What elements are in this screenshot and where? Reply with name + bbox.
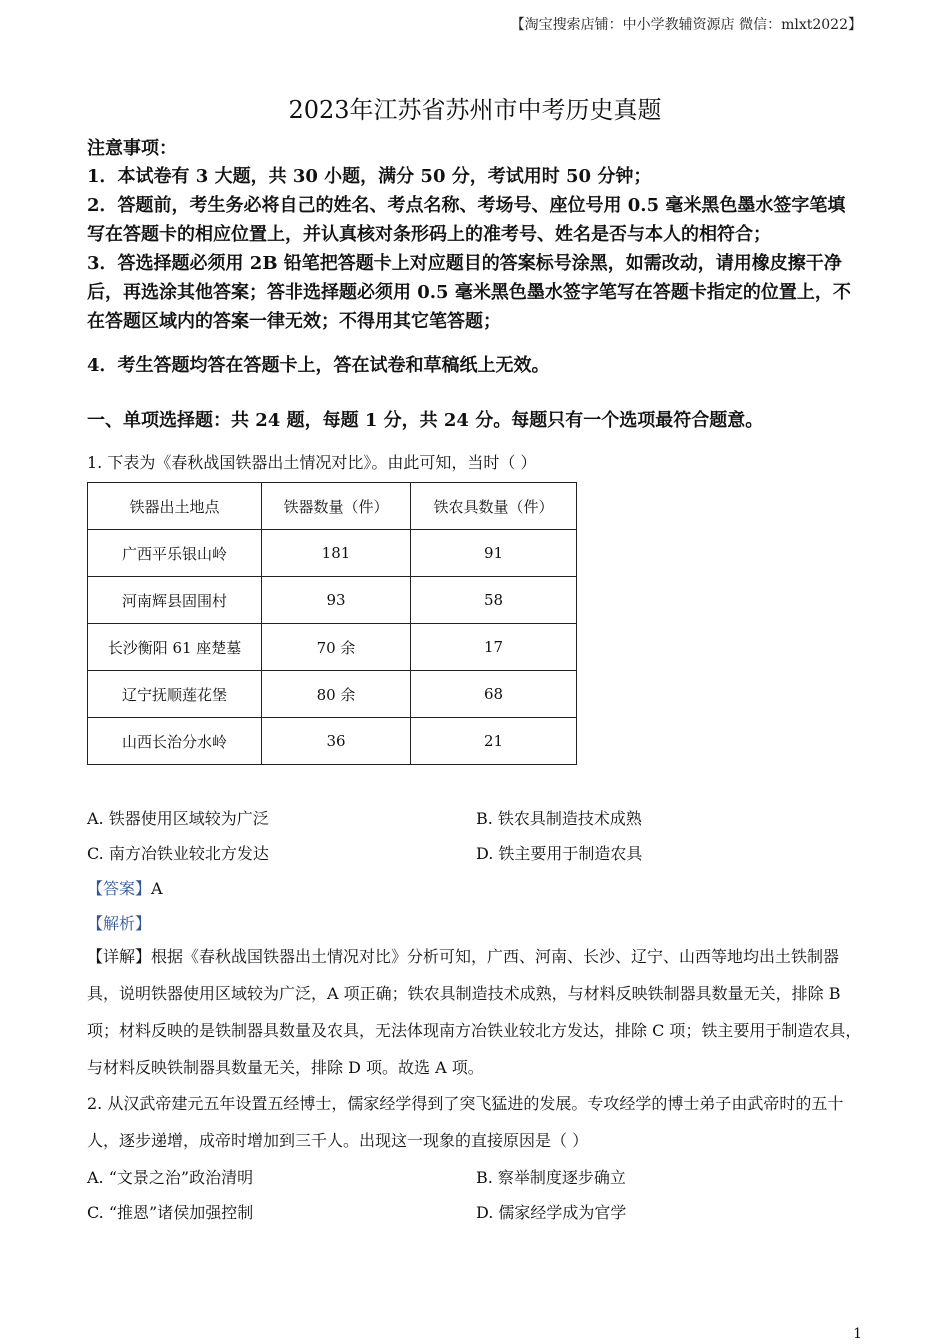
table-cell: 广西平乐银山岭 <box>88 530 262 577</box>
table-cell: 长沙衡阳 61 座楚墓 <box>88 624 262 671</box>
table-cell: 58 <box>411 577 577 624</box>
table-cell: 181 <box>262 530 411 577</box>
table-cell: 93 <box>262 577 411 624</box>
note-item-4: 4．考生答题均答在答题卡上，答在试卷和草稿纸上无效。 <box>87 355 550 376</box>
note-item-1: 1．本试卷有 3 大题，共 30 小题，满分 50 分，考试用时 50 分钟； <box>87 166 652 187</box>
header-note: 【淘宝搜索店铺：中小学教辅资源店 微信：mlxt2022】 <box>510 17 862 33</box>
answer-label: 【答案】 <box>87 879 152 898</box>
table-row <box>88 577 577 624</box>
question-2-stem: 2. 从汉武帝建元五年设置五经博士，儒家经学得到了突飞猛进的发展。专攻经学的博士弟子由武帝时的五十人，逐步递增，成帝时增加到三千人。出现这一现象的直接原因是（ ） <box>87 1094 844 1150</box>
table-cell: 80 余 <box>262 671 411 718</box>
note-item-2: 2．答题前，考生务必将自己的姓名、考点名称、考场号、座位号用 0.5 毫米黑色墨水签字笔填写在答题卡的相应位置上，并认真核对条形码上的准考号、姓名是否与本人的相符合； <box>87 195 846 245</box>
table-header-cell: 铁农具数量（件） <box>411 483 577 530</box>
question-1-stem: 1. 下表为《春秋战国铁器出土情况对比》。由此可知，当时（ ） <box>87 453 537 472</box>
table-row <box>88 530 577 577</box>
table-cell: 70 余 <box>262 624 411 671</box>
table-cell: 辽宁抚顺莲花堡 <box>88 671 262 718</box>
table-cell: 21 <box>411 718 577 765</box>
notes-heading: 注意事项： <box>87 138 177 159</box>
note-item-3: 3．答选择题必须用 2B 铅笔把答题卡上对应题目的答案标号涂黑，如需改动，请用橡皮擦干净后，再选涂其他答案；答非选择题必须用 0.5 毫米黑色墨水签字笔写在答题卡指定的位置上，不在答题区域内的答案一律无效；不得用其它笔答题； <box>87 253 851 332</box>
q1-option-d: D. 铁主要用于制造农具 <box>476 844 643 863</box>
detail-text: 根据《春秋战国铁器出土情况对比》分析可知，广西、河南、长沙、辽宁、山西等地均出土铁制器具，说明铁器使用区域较为广泛，A 项正确；铁农具制造技术成熟，与材料反映铁制器具数量无关，排除 B 项；材料反映的是铁制器具数量及农具，无法体现南方冶铁业较北方发达，排除 C 项；铁主要用于制造农具，与材料反映铁制器具数量无关，排除 D 项。故选 A 项。 <box>87 947 862 1077</box>
table-cell: 36 <box>262 718 411 765</box>
q1-option-c: C. 南方冶铁业较北方发达 <box>87 844 269 863</box>
table-cell: 68 <box>411 671 577 718</box>
table-cell: 山西长治分水岭 <box>88 718 262 765</box>
q2-option-d: D. 儒家经学成为官学 <box>476 1203 627 1222</box>
table-cell: 91 <box>411 530 577 577</box>
q2-option-b: B. 察举制度逐步确立 <box>476 1168 626 1187</box>
q1-detail <box>87 938 863 1086</box>
table-header-row <box>88 483 577 530</box>
table-cell: 17 <box>411 624 577 671</box>
table-cell: 河南辉县固围村 <box>88 577 262 624</box>
q1-option-a: A. 铁器使用区域较为广泛 <box>87 809 269 828</box>
table-row <box>88 624 577 671</box>
section-heading: 一、单项选择题：共 24 题，每题 1 分，共 24 分。每题只有一个选项最符合题意。 <box>87 410 764 431</box>
q2-option-c: C. “推恩”诸侯加强控制 <box>87 1203 254 1222</box>
q1-answer <box>87 876 163 899</box>
answer-value: A <box>151 879 163 898</box>
q1-option-b: B. 铁农具制造技术成熟 <box>476 809 642 828</box>
table-header-cell: 铁器出土地点 <box>88 483 262 530</box>
table-header-cell: 铁器数量（件） <box>262 483 411 530</box>
page-number: 1 <box>853 1326 862 1342</box>
q2-option-a: A. “文景之治”政治清明 <box>87 1168 254 1187</box>
page-title: 2023年江苏省苏州市中考历史真题 <box>288 96 662 124</box>
analysis-label: 【解析】 <box>87 914 152 933</box>
iron-artifacts-table <box>87 482 577 765</box>
detail-label: 【详解】 <box>87 947 152 966</box>
table-row <box>88 718 577 765</box>
table-row <box>88 671 577 718</box>
